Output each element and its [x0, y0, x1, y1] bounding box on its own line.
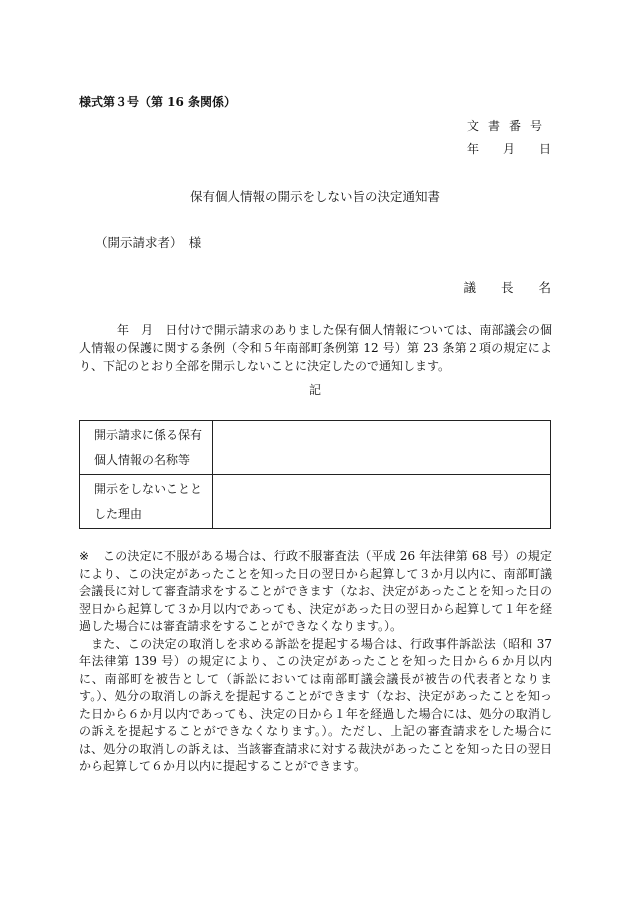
table-value-cell: [213, 421, 551, 475]
appeal-note: [79, 548, 552, 776]
note-paragraph-2: また、この決定の取消しを求める訴訟を提起する場合は、行政事件訴訟法（昭和 37 年法律第 139 号）の規定により、この決定があったことを知った日から６か月以内に、南部町を被告として（訴訟においては南部町議会議長が被告の代表者となります。）、処分の取消しの訴えを提起することができます（なお、決定があったことを知った日から６か月以内であっても、決定の日から１年を経過した場合には、処分の取消しの訴えを提起することができなくなります。）。ただし、上記の審査請求をした場合には、処分の取消しの訴えは、当該審査請求に対する裁決があったことを知った日の翌日から起算して６か月以内に提起することができます。: [79, 636, 552, 773]
form-number: 様式第３号（第 16 条関係）: [79, 95, 237, 109]
table-row: [80, 421, 551, 475]
ki-heading: 記: [308, 383, 321, 397]
document-date: 年 月 日: [466, 142, 551, 156]
note-paragraph-1: この決定に不服がある場合は、行政不服審査法（平成 26 年法律第 68 号）の規定により、この決定があったことを知った日の翌日から起算して３か月以内に、南部町議会議長に対して審査請求をすることができます（なお、決定があったことを知った日の翌日から起算して３か月以内であっても、決定があった日の翌日から起算して１年を経過した場合には審査請求をすることができなくなります。）。: [79, 549, 552, 633]
notice-body: 年 月 日付けで開示請求のありました保有個人情報については、南部議会の個人情報の保護に関する条例（令和５年南部町条例第 12 号）第 23 条第２項の規定により、下記のとおり全部を開示しないことに決定したので通知します。: [79, 323, 552, 373]
document-number: 文書番号: [466, 119, 551, 133]
chairperson-name: 議 長 名: [463, 280, 551, 295]
table-label-cell: 開示をしないこととした理由: [80, 475, 213, 529]
addressee: （開示請求者） 様: [95, 235, 202, 250]
table-row: [80, 475, 551, 529]
document-title: 保有個人情報の開示をしない旨の決定通知書: [189, 189, 440, 204]
table-value-cell: [213, 475, 551, 529]
table-label-cell: 開示請求に係る保有個人情報の名称等: [80, 421, 213, 475]
information-table: [79, 420, 551, 529]
note-mark: ※: [79, 549, 90, 563]
